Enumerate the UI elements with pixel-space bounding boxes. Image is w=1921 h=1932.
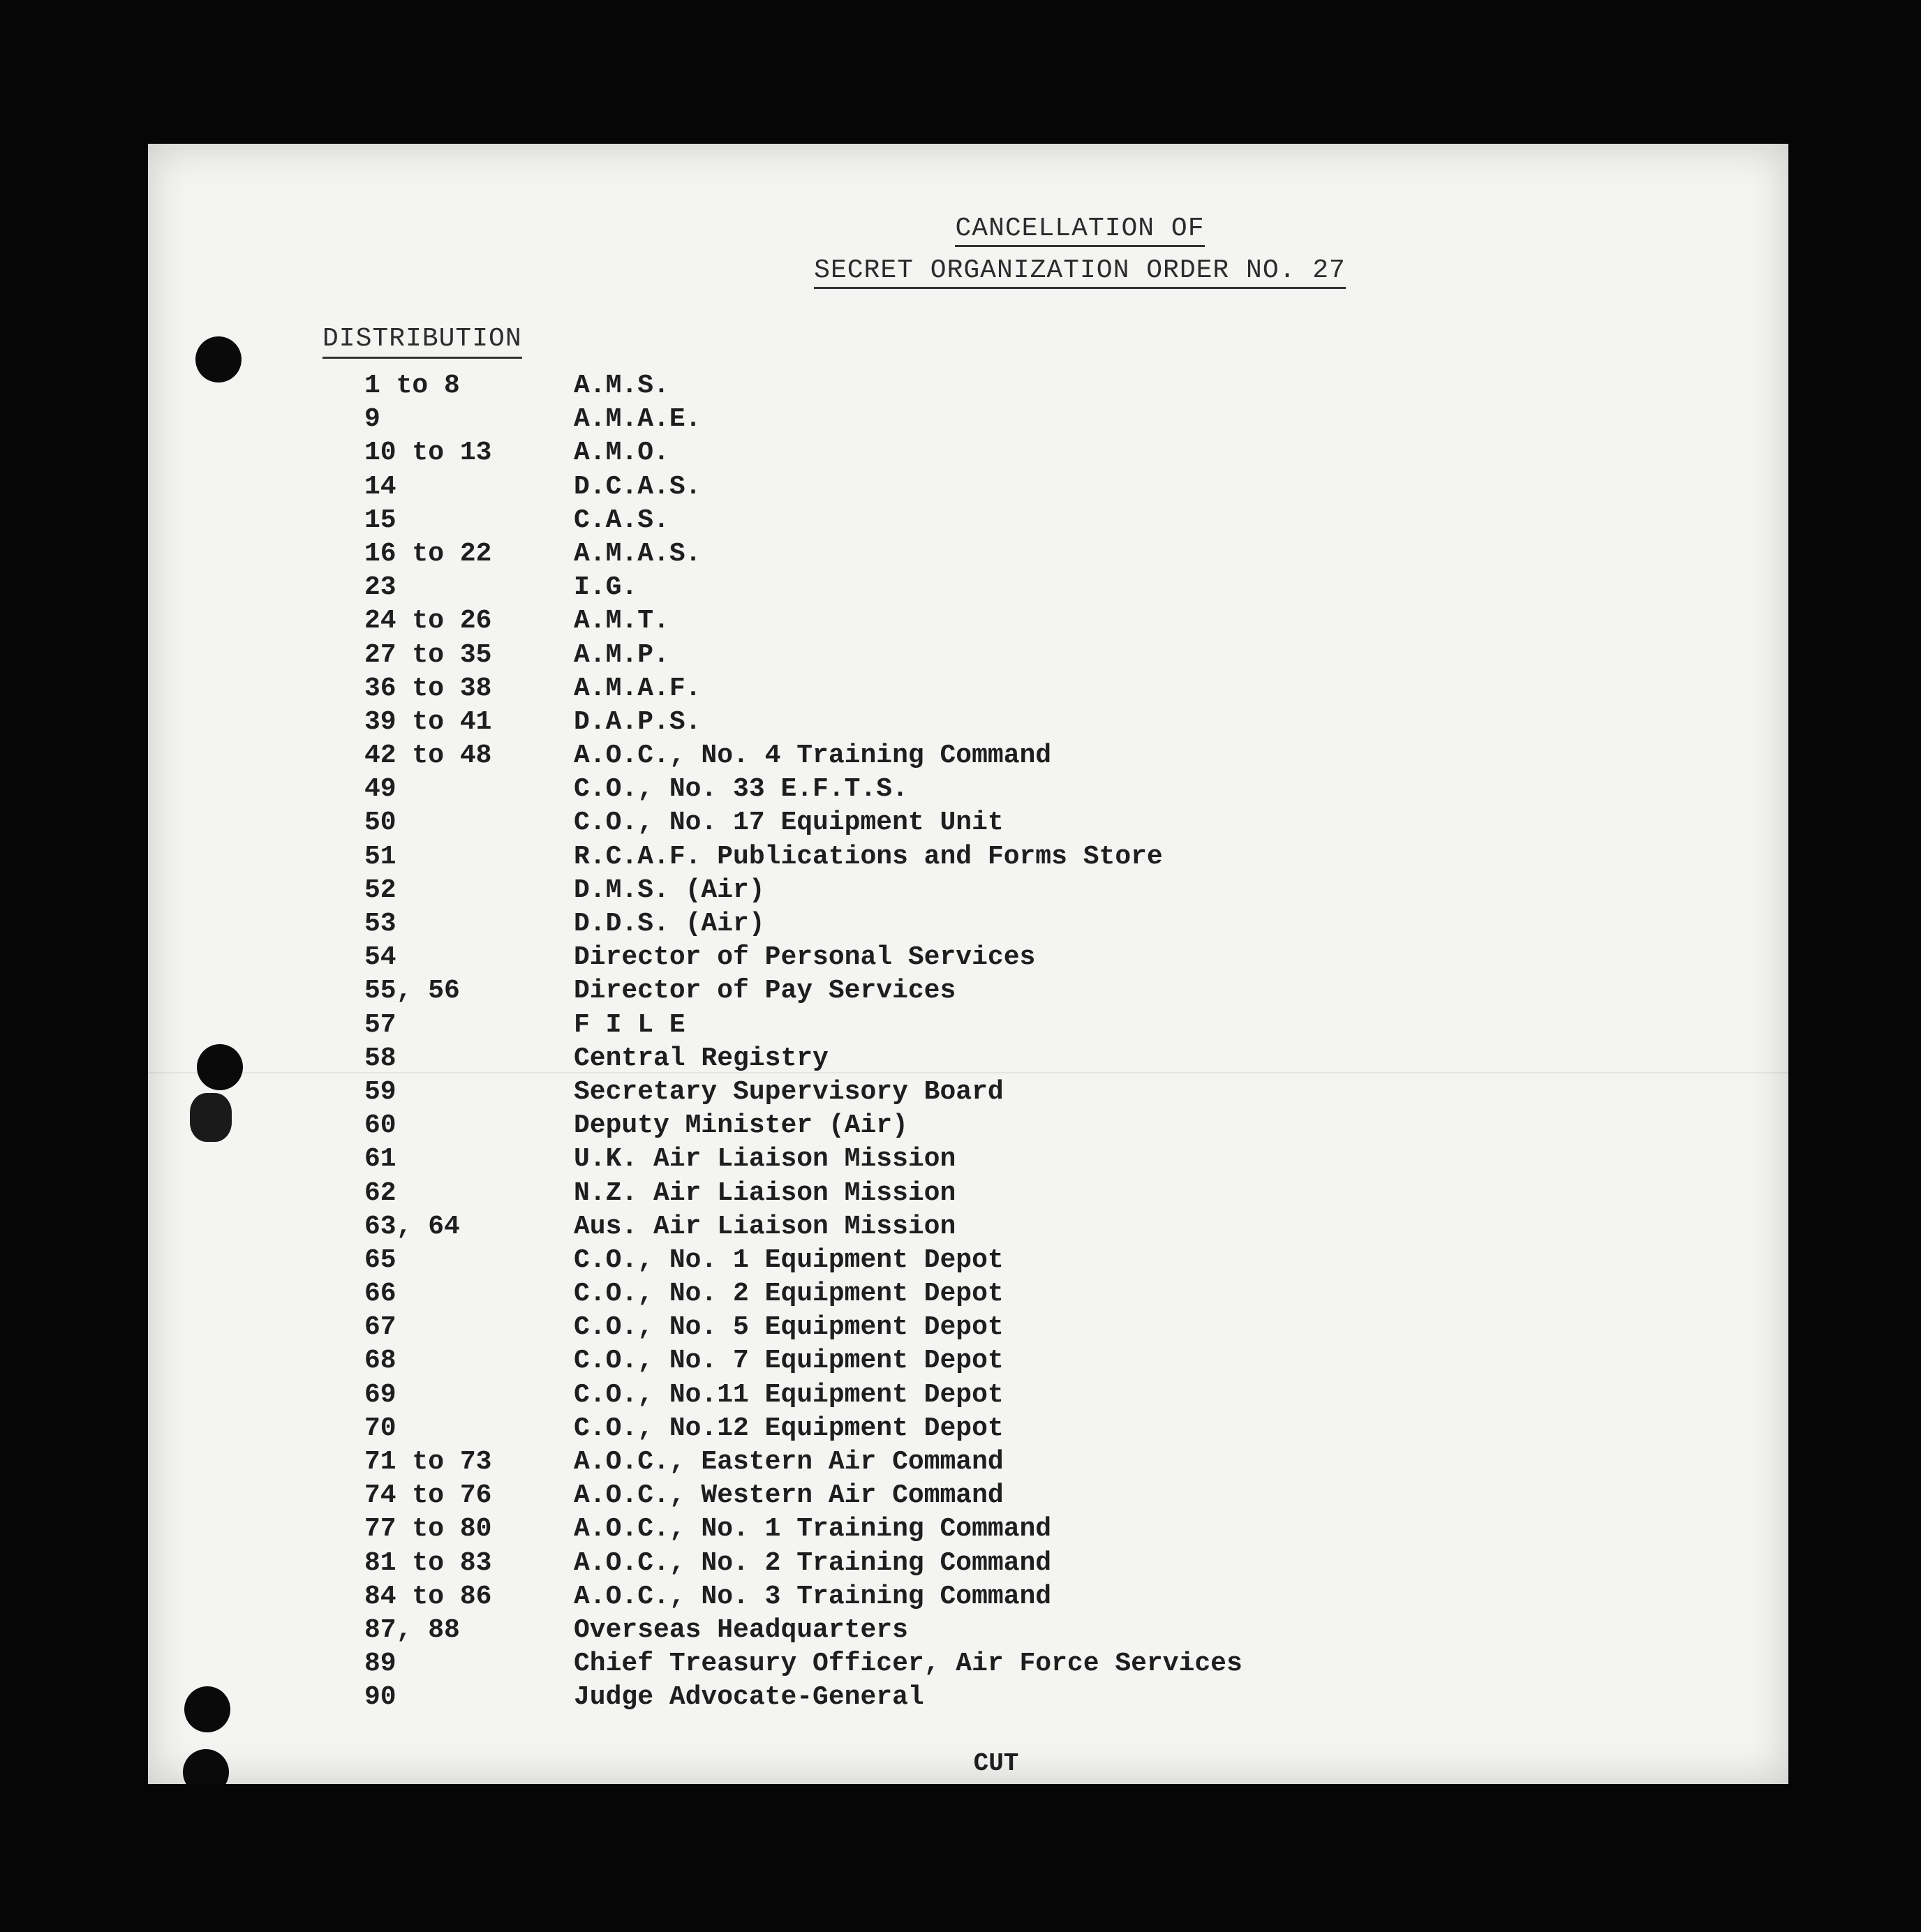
copy-number: 81 to 83: [364, 1547, 492, 1578]
recipient: U.K. Air Liaison Mission: [574, 1144, 956, 1175]
distribution-row: [148, 909, 1788, 942]
recipient: I.G.: [574, 572, 638, 603]
recipient: C.O., No.12 Equipment Depot: [574, 1413, 1004, 1443]
recipient: Secretary Supervisory Board: [574, 1076, 1004, 1107]
punch-hole-top: [195, 336, 242, 382]
distribution-row: [148, 1380, 1788, 1413]
distribution-row: [148, 1077, 1788, 1110]
recipient: N.Z. Air Liaison Mission: [574, 1177, 956, 1208]
distribution-row: [148, 1312, 1788, 1346]
copy-number: 39 to 41: [364, 706, 492, 737]
copy-number: 70: [364, 1413, 396, 1443]
distribution-row: [148, 1615, 1788, 1649]
copy-number: 69: [364, 1379, 396, 1410]
recipient: Overseas Headquarters: [574, 1614, 908, 1645]
copy-number: 62: [364, 1177, 396, 1208]
copy-number: 57: [364, 1009, 396, 1040]
copy-number: 1 to 8: [364, 371, 460, 401]
recipient: R.C.A.F. Publications and Forms Store: [574, 841, 1163, 872]
copy-number: 84 to 86: [364, 1581, 492, 1612]
copy-number: 51: [364, 841, 396, 872]
recipient: C.O., No. 5 Equipment Depot: [574, 1312, 1004, 1343]
distribution-row: [148, 1178, 1788, 1212]
copy-number: 10 to 13: [364, 438, 492, 468]
copy-number: 9: [364, 404, 380, 435]
distribution-row: [148, 1447, 1788, 1480]
distribution-row: [148, 1245, 1788, 1279]
copy-number: 50: [364, 808, 396, 838]
ink-smudge: [190, 1093, 232, 1142]
distribution-row: [148, 1682, 1788, 1716]
copy-number: 15: [364, 505, 396, 535]
recipient: Central Registry: [574, 1043, 829, 1073]
copy-number: 24 to 26: [364, 606, 492, 637]
distribution-row: [148, 505, 1788, 539]
distribution-row: [148, 1043, 1788, 1077]
copy-number: 42 to 48: [364, 741, 492, 771]
distribution-row: [148, 942, 1788, 976]
recipient: A.O.C., No. 3 Training Command: [574, 1581, 1052, 1612]
copy-number: 74 to 76: [364, 1480, 492, 1511]
recipient: A.M.A.F.: [574, 673, 702, 704]
recipient: A.M.P.: [574, 639, 669, 670]
copy-number: 89: [364, 1649, 396, 1679]
recipient: Director of Pay Services: [574, 976, 956, 1006]
recipient: F I L E: [574, 1009, 685, 1040]
distribution-row: [148, 1514, 1788, 1547]
recipient: D.D.S. (Air): [574, 909, 765, 939]
copy-number: 27 to 35: [364, 639, 492, 670]
distribution-row: [148, 1144, 1788, 1177]
copy-number: 87, 88: [364, 1614, 460, 1645]
recipient: D.M.S. (Air): [574, 875, 765, 905]
copy-number: 68: [364, 1346, 396, 1376]
document-title-line-2: [260, 255, 1788, 285]
distribution-row: [148, 371, 1788, 404]
recipient: Judge Advocate-General: [574, 1682, 924, 1713]
punch-hole-bottom: [184, 1686, 230, 1732]
distribution-row: [148, 707, 1788, 741]
distribution-row: [148, 1010, 1788, 1043]
recipient: A.O.C., No. 2 Training Command: [574, 1547, 1052, 1578]
distribution-row: [148, 1110, 1788, 1144]
document-page: [148, 144, 1788, 1784]
distribution-row: [148, 1413, 1788, 1447]
recipient: Chief Treasury Officer, Air Force Services: [574, 1649, 1243, 1679]
copy-number: 67: [364, 1312, 396, 1343]
distribution-row: [148, 1548, 1788, 1582]
copy-number: 54: [364, 942, 396, 973]
recipient: D.A.P.S.: [574, 706, 702, 737]
distribution-row: [148, 438, 1788, 471]
recipient: A.M.T.: [574, 606, 669, 637]
copy-number: 16 to 22: [364, 538, 492, 569]
distribution-row: [148, 674, 1788, 707]
distribution-row: [148, 875, 1788, 909]
copy-number: 61: [364, 1144, 396, 1175]
copy-number: 63, 64: [364, 1211, 460, 1242]
copy-number: 49: [364, 774, 396, 805]
distribution-row: [148, 842, 1788, 875]
distribution-row: [148, 976, 1788, 1009]
copy-number: 90: [364, 1682, 396, 1713]
recipient: A.M.O.: [574, 438, 669, 468]
copy-number: 55, 56: [364, 976, 460, 1006]
copy-number: 36 to 38: [364, 673, 492, 704]
copy-number: 59: [364, 1076, 396, 1107]
distribution-row: [148, 404, 1788, 438]
recipient: C.O., No. 1 Equipment Depot: [574, 1244, 1004, 1275]
title-line-2-text: SECRET ORGANIZATION ORDER NO. 27: [814, 255, 1346, 289]
recipient: A.O.C., Eastern Air Command: [574, 1447, 1004, 1477]
distribution-row: [148, 808, 1788, 841]
copy-number: 58: [364, 1043, 396, 1073]
copy-number: 60: [364, 1110, 396, 1141]
recipient: C.O., No. 7 Equipment Depot: [574, 1346, 1004, 1376]
copy-number: 71 to 73: [364, 1447, 492, 1477]
distribution-row: [148, 1480, 1788, 1514]
copy-number: 66: [364, 1279, 396, 1309]
recipient: C.O., No. 17 Equipment Unit: [574, 808, 1004, 838]
recipient: A.O.C., No. 1 Training Command: [574, 1514, 1052, 1545]
distribution-row: [148, 539, 1788, 572]
recipient: C.O., No. 2 Equipment Depot: [574, 1279, 1004, 1309]
distribution-row: [148, 741, 1788, 774]
copy-number: 14: [364, 471, 396, 502]
copy-number: 65: [364, 1244, 396, 1275]
distribution-heading: DISTRIBUTION: [322, 324, 522, 359]
distribution-row: [148, 1212, 1788, 1245]
recipient: Director of Personal Services: [574, 942, 1036, 973]
cut-footer: CUT: [973, 1749, 1019, 1778]
recipient: A.M.A.E.: [574, 404, 702, 435]
document-title-line-1: [260, 214, 1788, 244]
distribution-row: [148, 774, 1788, 808]
recipient: C.A.S.: [574, 505, 669, 535]
distribution-row: [148, 606, 1788, 639]
distribution-row: [148, 1582, 1788, 1615]
punch-hole-middle: [197, 1044, 243, 1090]
copy-number: 52: [364, 875, 396, 905]
recipient: A.O.C., Western Air Command: [574, 1480, 1004, 1511]
recipient: C.O., No.11 Equipment Depot: [574, 1379, 1004, 1410]
distribution-row: [148, 572, 1788, 606]
distribution-row: [148, 472, 1788, 505]
recipient: A.M.S.: [574, 371, 669, 401]
recipient: A.O.C., No. 4 Training Command: [574, 741, 1052, 771]
recipient: A.M.A.S.: [574, 538, 702, 569]
distribution-row: [148, 640, 1788, 674]
title-line-1-text: CANCELLATION OF: [955, 214, 1204, 247]
copy-number: 23: [364, 572, 396, 603]
distribution-list: [148, 371, 1788, 1716]
recipient: Aus. Air Liaison Mission: [574, 1211, 956, 1242]
distribution-row: [148, 1279, 1788, 1312]
copy-number: 77 to 80: [364, 1514, 492, 1545]
distribution-row: [148, 1346, 1788, 1379]
copy-number: 53: [364, 909, 396, 939]
recipient: Deputy Minister (Air): [574, 1110, 908, 1141]
recipient: D.C.A.S.: [574, 471, 702, 502]
recipient: C.O., No. 33 E.F.T.S.: [574, 774, 908, 805]
distribution-row: [148, 1649, 1788, 1682]
